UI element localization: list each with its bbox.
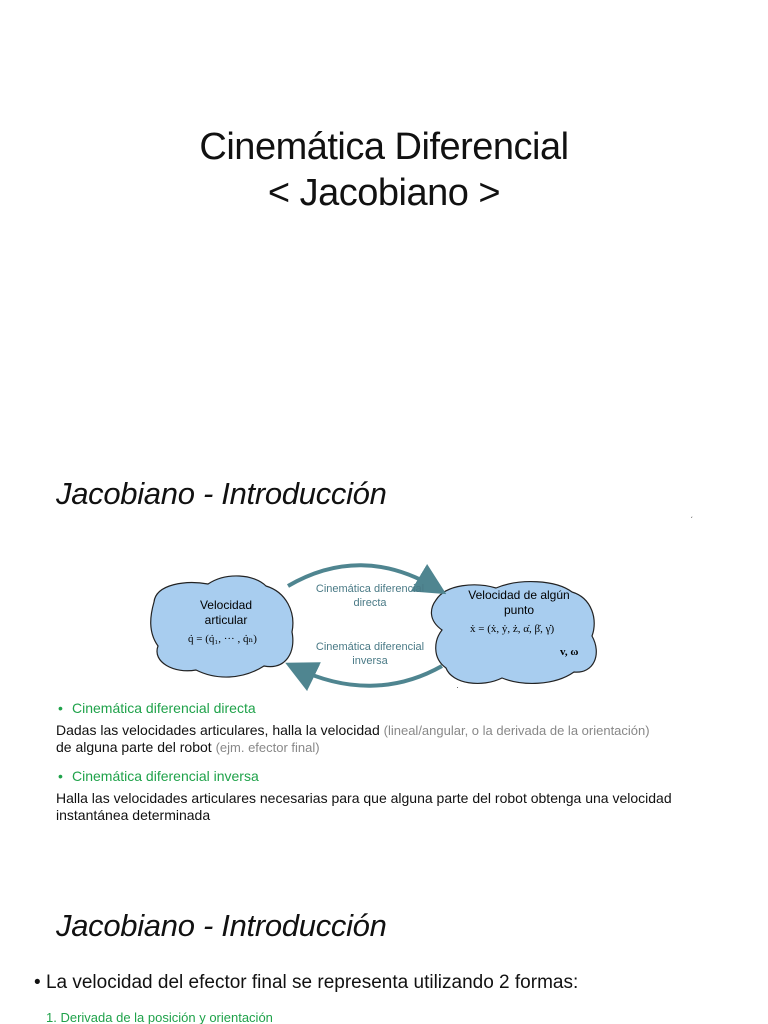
left-blob-label-2: articular <box>204 613 248 627</box>
bullet-inverse <box>58 768 259 784</box>
joint-velocity-formula: q̇ = (q̇₁, ··· , q̇ₙ) <box>188 633 257 645</box>
direct-desc-note: (lineal/angular, o la derivada de la orientación) <box>383 723 650 738</box>
right-blob-label-2: punto <box>503 603 535 617</box>
slide-title <box>0 0 768 432</box>
direct-arrow-label-2: directa <box>353 597 387 609</box>
inverse-description: Halla las velocidades articulares necesarias para que alguna parte del robot obtenga una velocidad instantánea determinada <box>56 790 672 823</box>
direct-arrow-label-1: Cinemática diferencial <box>315 583 425 595</box>
kinematics-diagram <box>146 562 616 694</box>
inverse-arrow-label <box>300 640 440 668</box>
title-line-2: < Jacobiano > <box>267 172 501 214</box>
direct-desc-main-2: de alguna parte del robot <box>56 739 212 755</box>
point-velocity-formula: ẋ = (ẋ, ẏ, ż, α̇, β̇, γ̇) <box>470 623 555 635</box>
right-blob-label <box>464 588 574 618</box>
slide-intro-2 <box>0 864 768 1024</box>
inverse-arrow-label-2: inversa <box>352 655 388 667</box>
bullet-dot: • <box>58 700 63 716</box>
stray-mark: ˏ <box>690 508 693 518</box>
velocity-forms-text: La velocidad del efector final se representa utilizando 2 formas: <box>45 972 579 993</box>
slide-title-text <box>0 124 768 216</box>
bullet-direct-text: Cinemática diferencial directa <box>72 700 256 716</box>
direct-desc-note-2: (ejm. efector final) <box>215 740 320 755</box>
arrow-inverse <box>296 666 442 686</box>
slide-intro-1 <box>0 432 768 864</box>
right-blob-label-1: Velocidad de algún <box>468 588 570 602</box>
stray-dot: · <box>456 682 459 692</box>
v-omega-label: v, ω <box>560 646 579 658</box>
numbered-item-1: 1. Derivada de la posición y orientación <box>46 1010 273 1024</box>
left-blob-label <box>186 598 266 628</box>
bullet-dot: • <box>34 972 46 993</box>
left-blob-label-1: Velocidad <box>199 598 253 612</box>
direct-arrow-label <box>300 582 440 610</box>
velocity-forms-bullet <box>34 972 578 994</box>
bullet-inverse-text: Cinemática diferencial inversa <box>72 768 259 784</box>
direct-desc-main: Dadas las velocidades articulares, halla la velocidad <box>56 722 380 738</box>
inverse-arrow-label-1: Cinemática diferencial <box>315 641 425 653</box>
bullet-dot: • <box>58 768 63 784</box>
title-line-1: Cinemática Diferencial <box>199 126 569 168</box>
bullet-direct <box>58 700 256 716</box>
slide-heading: Jacobiano - Introducción <box>56 908 387 943</box>
slide-heading: Jacobiano - Introducción <box>56 476 387 511</box>
direct-description <box>56 722 746 756</box>
